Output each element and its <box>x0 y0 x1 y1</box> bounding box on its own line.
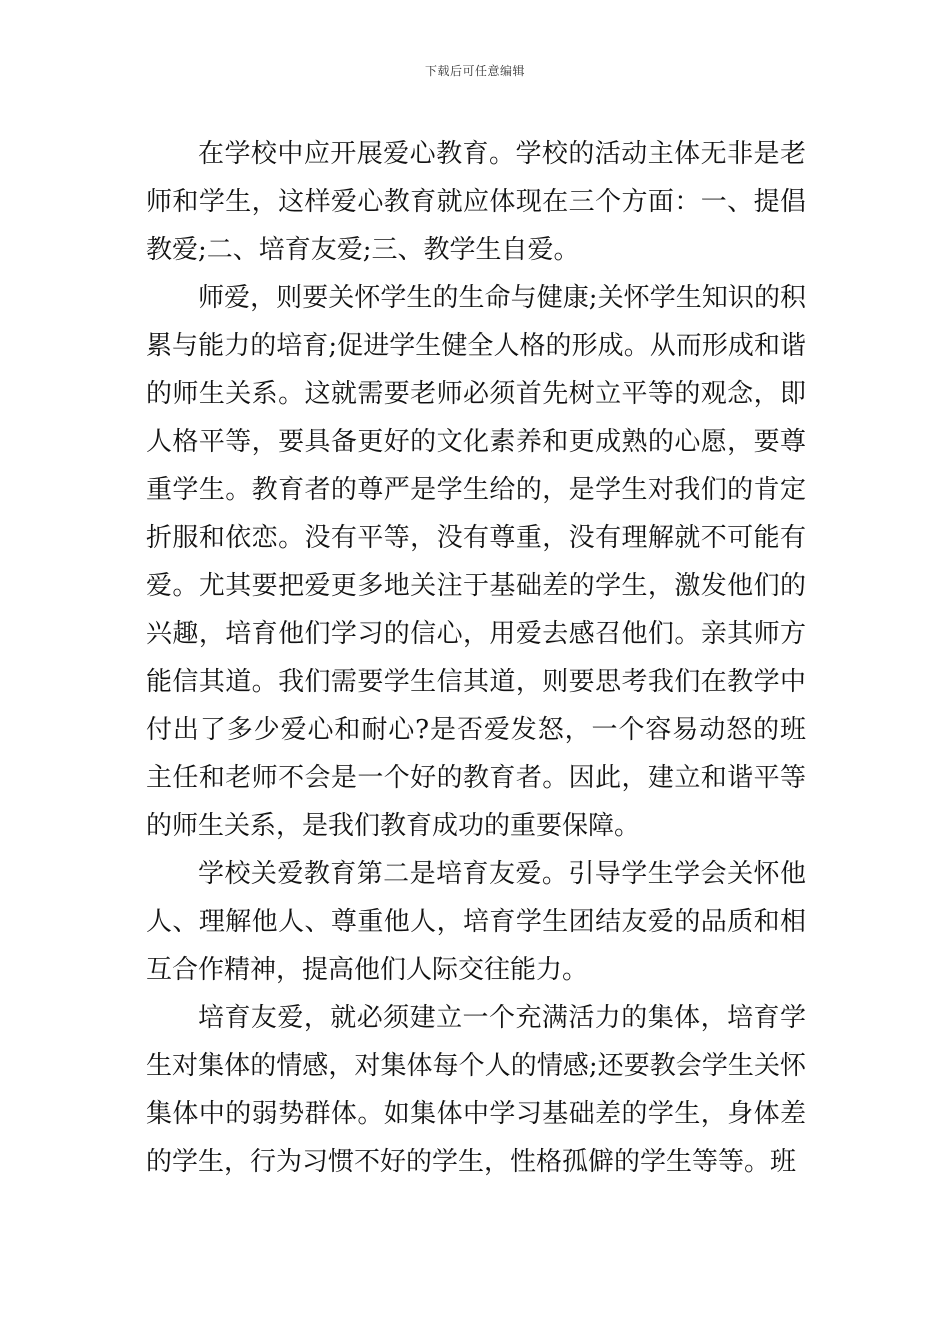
paragraph-3: 学校关爱教育第二是培育友爱。引导学生学会关怀他人、理解他人、尊重他人，培育学生团结友爱的品质和相互合作精神，提高他们人际交往能力。 <box>146 859 806 985</box>
paragraph-4: 培育友爱，就必须建立一个充满活力的集体，培育学生对集体的情感，对集体每个人的情感;还要教会学生关怀集体中的弱势群体。如集体中学习基础差的学生，身体差的学生，行为习惯不好的学生，性格孤僻的学生等等。班 <box>146 1003 806 1177</box>
paragraph-2: 师爱，则要关怀学生的生命与健康;关怀学生知识的积累与能力的培育;促进学生健全人格的形成。从而形成和谐的师生关系。这就需要老师必须首先树立平等的观念，即人格平等，要具备更好的文化素养和更成熟的心愿，要尊重学生。教育者的尊严是学生给的，是学生对我们的肯定折服和依恋。没有平等，没有尊重，没有理解就不可能有爱。尤其要把爱更多地关注于基础差的学生，激发他们的兴趣，培育他们学习的信心，用爱去感召他们。亲其师方能信其道。我们需要学生信其道，则要思考我们在教学中付出了多少爱心和耐心?是否爱发怒，一个容易动怒的班主任和老师不会是一个好的教育者。因此，建立和谐平等的师生关系，是我们教育成功的重要保障。 <box>146 283 806 841</box>
document-body <box>146 130 806 1186</box>
header-note: 下载后可任意编辑 <box>424 64 525 78</box>
paragraph-1: 在学校中应开展爱心教育。学校的活动主体无非是老师和学生，这样爱心教育就应体现在三个方面：一、提倡教爱;二、培育友爱;三、教学生自爱。 <box>146 139 806 265</box>
